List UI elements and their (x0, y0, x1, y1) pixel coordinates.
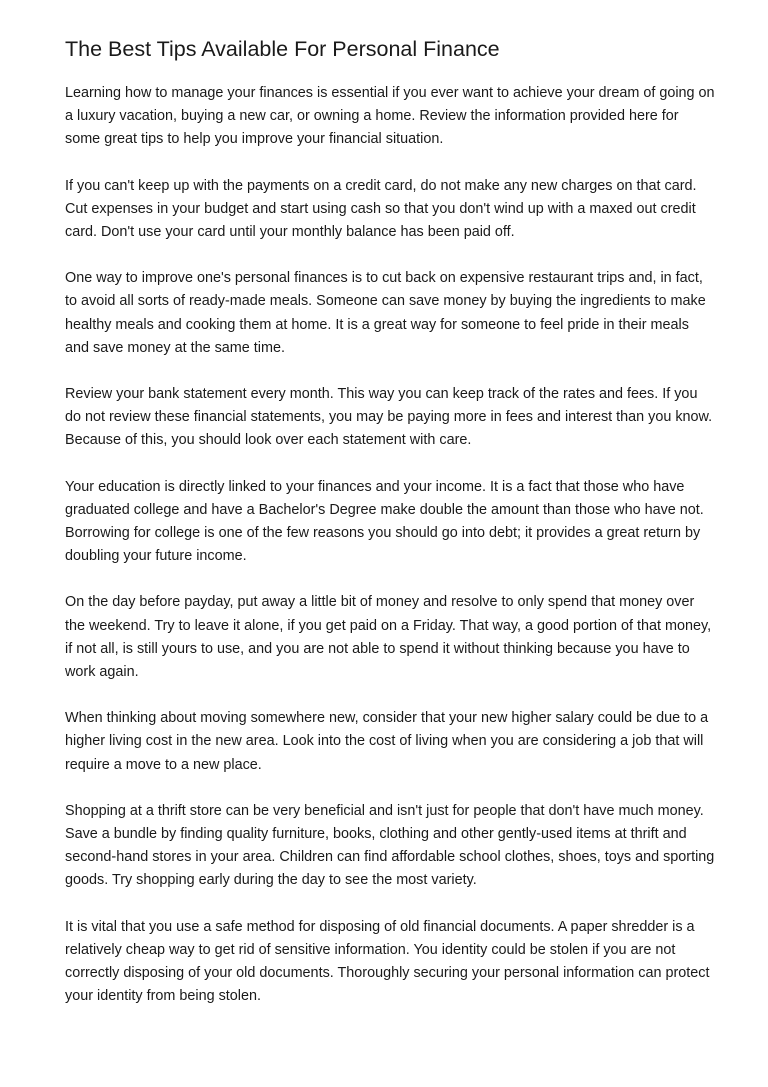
paragraph-thrift-store: Shopping at a thrift store can be very beneficial and isn't just for people that don't have much money. Save a bundle by finding quality furniture, books, clothing and other gently-used items at thrift and second-hand stores in your area. Children can find affordable school clothes, shoes, toys and sporting goods. Try shopping early during the day to see the most variety. (65, 802, 715, 889)
paragraph-moving: When thinking about moving somewhere new, consider that your new higher salary could be due to a higher living cost in the new area. Look into the cost of living when you are considering a job that will require a move to a new place. (65, 710, 709, 773)
paragraph-bank-statement: Review your bank statement every month. This way you can keep track of the rates and fees. If you do not review these financial statements, you may be paying more in fees and interest than you know. Because of this, you should look over each statement with care. (65, 386, 713, 449)
paragraph-restaurants: One way to improve one's personal finances is to cut back on expensive restaurant trips and, in fact, to avoid all sorts of ready-made meals. Someone can save money by buying the ingredients to make healthy meals and cooking them at home. It is a great way for someone to feel pride in their meals and save money at the same time. (65, 270, 706, 356)
document-page (65, 34, 715, 1032)
paragraph-education: Your education is directly linked to your finances and your income. It is a fact that those who have graduated college and have a Bachelor's Degree make double the amount than those who have not. Borrowing for college is one of the few reasons you should go into debt; it provides a great return by doubling your future income. (65, 478, 704, 565)
paragraph-credit-card: If you can't keep up with the payments on a credit card, do not make any new charges on that card. Cut expenses in your budget and start using cash so that you don't wind up with a maxed out credit card. Don't use your card until your monthly balance has been paid off. (65, 177, 697, 241)
paragraph-shredder: It is vital that you use a safe method for disposing of old financial documents. A paper shredder is a relatively cheap way to get rid of sensitive information. You identity could be stolen if you are not correctly disposing of your old documents. Thoroughly securing your personal information can protect your identity from being stolen. (65, 918, 710, 1005)
page-title: The Best Tips Available For Personal Finance (65, 37, 500, 61)
paragraph-payday: On the day before payday, put away a little bit of money and resolve to only spend that money over the weekend. Try to leave it alone, if you get paid on a Friday. That way, a good portion of that money, if not all, is still yours to use, and you are not able to spend it without thinking because you have to work again. (65, 594, 712, 681)
paragraph-intro: Learning how to manage your finances is essential if you ever want to achieve your dream of going on a luxury vacation, buying a new car, or owning a home. Review the information provided here for some great tips to help you improve your financial situation. (65, 85, 715, 148)
